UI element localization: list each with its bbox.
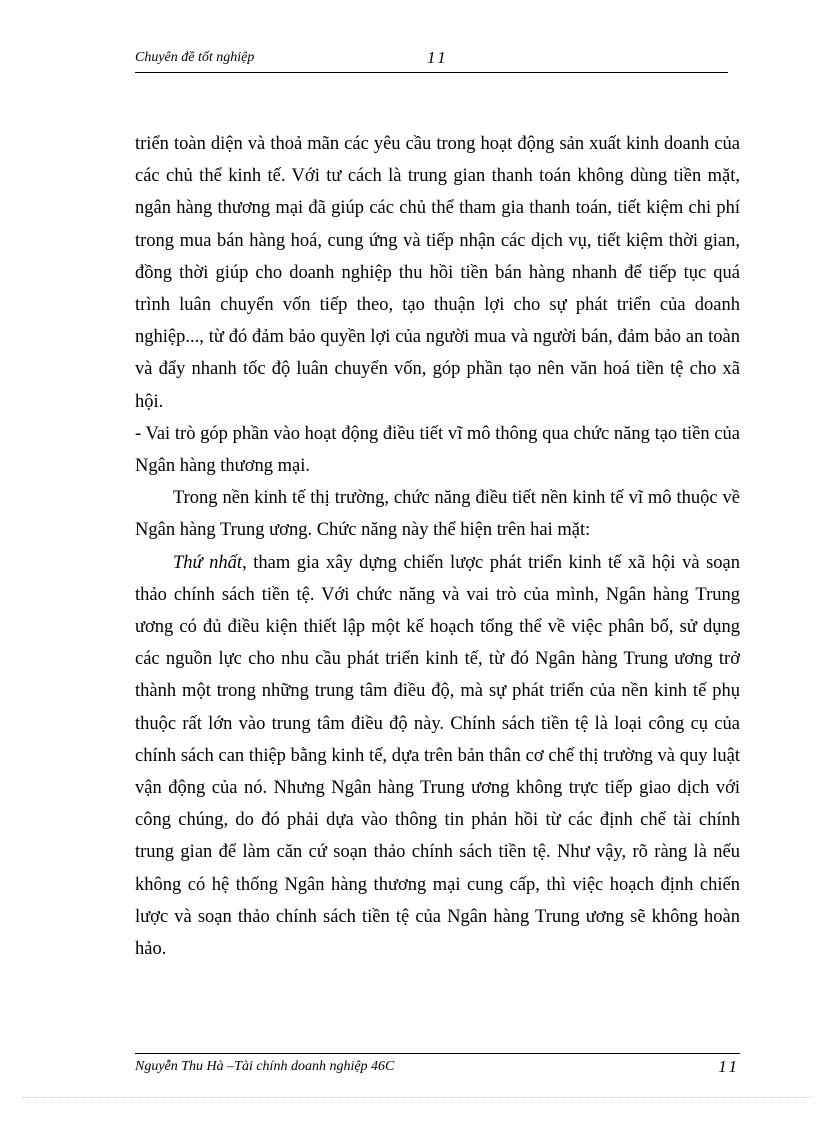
footer-author: Nguyễn Thu Hà –Tài chính doanh nghiệp 46C <box>135 1059 395 1074</box>
first-point-text: , tham gia xây dựng chiến lược phát triển kinh tế xã hội và soạn thảo chính sách tiền tệ. Với chức năng và vai trò của mình, Ngân hàng Trung ương có đủ điều kiện thiết lập một kế hoạch tổng thể về việc phân bổ, sử dụng các nguồn lực cho nhu cầu phát triển kinh tế, từ đó Ngân hàng Trung ương trở thành một trong những trung tâm điều độ, mà sự phát triển của nền kinh tế phụ thuộc rất lớn vào trung tâm điều độ này. Chính sách tiền tệ là loại công cụ của chính sách can thiệp bằng kinh tế, dựa trên bản thân cơ chế thị trường và quy luật vận động của nó. Nhưng Ngân hàng Trung ương không trực tiếp giao dịch với công chúng, do đó phải dựa vào thông tin phản hồi từ các định chế tài chính trung gian để làm căn cứ soạn thảo chính sách tiền tệ. Như vậy, rõ ràng là nếu không có hệ thống Ngân hàng thương mại cung cấp, thì việc hoạch định chiến lược và soạn thảo chính sách tiền tệ của Ngân hàng Trung ương sẽ không hoàn hảo. <box>135 552 740 960</box>
paragraph-first-point <box>135 547 740 966</box>
paragraph-intro-text: Trong nền kinh tế thị trường, chức năng điều tiết nền kinh tế vĩ mô thuộc về Ngân hàng Trung ương. Chức năng này thể hiện trên hai mặt: <box>135 488 740 541</box>
first-point-lead: Thứ nhất <box>173 552 243 573</box>
header-title: Chuyên đề tốt nghiệp <box>135 50 255 65</box>
footer-page-number: 11 <box>718 1057 740 1076</box>
page-header <box>135 48 728 73</box>
paragraph-continuation: triển toàn diện và thoả mãn các yêu cầu trong hoạt động sản xuất kinh doanh của các chủ thể kinh tế. Với tư cách là trung gian thanh toán không dùng tiền mặt, ngân hàng thương mại đã giúp các chủ thể tham gia thanh toán, tiết kiệm chi phí trong mua bán hàng hoá, cung ứng và tiếp nhận các dịch vụ, tiết kiệm thời gian, đồng thời giúp cho doanh nghiệp thu hồi tiền bán hàng nhanh để tiếp tục quá trình luân chuyển vốn tiếp theo, tạo thuận lợi cho sự phát triển của doanh nghiệp..., từ đó đảm bảo quyền lợi của người mua và người bán, đảm bảo an toàn và đẩy nhanh tốc độ luân chuyển vốn, góp phần tạo nên văn hoá tiền tệ cho xã hội. <box>135 134 740 412</box>
page-footer <box>135 1053 740 1084</box>
header-page-number: 11 <box>427 48 449 67</box>
paragraph-intro <box>135 482 740 546</box>
page-bottom-edge <box>22 1097 812 1098</box>
paragraph-bullet: - Vai trò góp phần vào hoạt động điều tiết vĩ mô thông qua chức năng tạo tiền của Ngân hàng thương mại. <box>135 423 740 477</box>
document-body <box>135 128 740 965</box>
